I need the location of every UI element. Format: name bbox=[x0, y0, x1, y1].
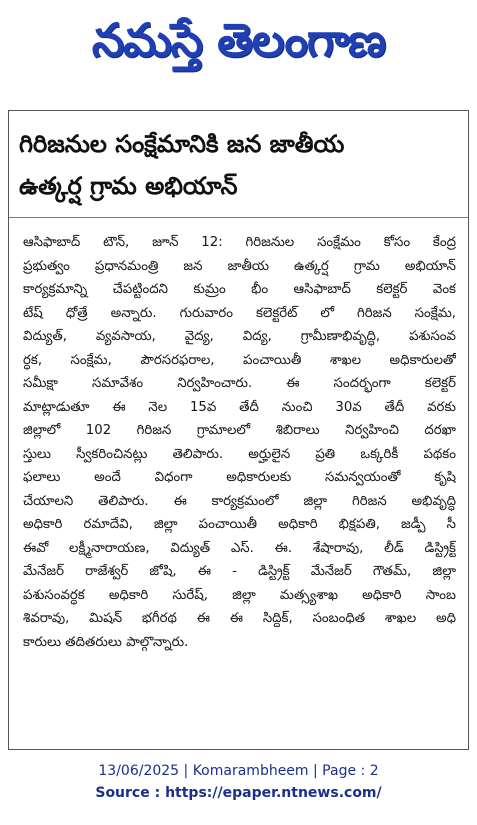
article-body-line: స్తులు స్వీకరించినట్లు తెలిపారు. అర్హులైన ప్రతి ఒక్కరికీ పథకం bbox=[23, 446, 456, 462]
article-body-line: పశుసంవర్ధక అధికారి సురేష్, జిల్లా మత్స్యశాఖ అధికారి సాంబ bbox=[23, 587, 456, 603]
article-body bbox=[23, 231, 456, 654]
article-body-line: ర్ధక, సంక్షేమ, పౌరసరఫరాల, పంచాయితీ శాఖల అధికారులతో bbox=[23, 352, 456, 368]
date-edition-page: 13/06/2025 | Komarambheem | Page : 2 bbox=[98, 763, 379, 779]
masthead bbox=[0, 0, 477, 92]
article-body-line: శివరావు, మిషన్ భగీరథ ఈ ఈ సిద్దిక్, సంబంధిత శాఖల అధి bbox=[23, 611, 456, 626]
article-headline bbox=[19, 123, 459, 207]
article-body-line: ఆసిఫాబాద్ టౌన్, జూన్ 12: గిరిజనుల సంక్షేమం కోసం కేంద్ర bbox=[23, 235, 456, 250]
headline-line-1: గిరిజనుల సంక్షేమానికి జన జాతీయ bbox=[19, 130, 345, 158]
article-body-line: కారులు తదితరులు పాల్గొన్నారు. bbox=[23, 634, 189, 650]
clipping-footer bbox=[0, 760, 477, 804]
newspaper-logo-title: నమస్తే తెలంగాణ bbox=[91, 13, 386, 67]
article-body-line: జిల్లాలో 102 గిరిజన గ్రామాలలో శిబిరాలు నిర్వహించి దరఖా bbox=[23, 423, 456, 438]
article-body-line: ఈవో లక్ష్మీనారాయణ, విద్యుత్ ఎస్. ఈ. శేషారావు, లీడ్ డిస్ట్రిక్ట్ bbox=[23, 540, 456, 556]
source-link[interactable]: Source : https://epaper.ntnews.com/ bbox=[95, 785, 382, 801]
article-body-line: విద్యుత్, వ్యవసాయ, వైద్య, విద్య, గ్రామీణాభివృద్ధి, పశుసంవ bbox=[23, 329, 456, 344]
headline-line-2: ఉత్కర్ష గ్రామ అభియాన్ bbox=[19, 172, 238, 200]
article-body-line: అధికారి రమాదేవి, జిల్లా పంచాయితీ అధికారి భిక్షపతి, జడ్పీ సీ bbox=[23, 517, 456, 532]
article-body-line: ఫలాలు అందే విధంగా అధికారులకు సమన్వయంతో కృషి bbox=[23, 470, 456, 485]
article-body-line: టేష్ ధోత్రే అన్నారు. గురువారం కలెక్టరేట్ లో గిరిజన సంక్షేమ, bbox=[23, 305, 456, 321]
article-body-line: మేనేజర్ రాజేశ్వర్ జోషి, ఈ - డిస్ట్రిక్ట్ మేనేజర్ గౌతమ్, జిల్లా bbox=[23, 564, 456, 579]
article-body-line: చేయాలని తెలిపారు. ఈ కార్యక్రమంలో జిల్లా గిరిజన అభివృద్ధి bbox=[23, 493, 456, 509]
article-body-line: ప్రభుత్వం ప్రధానమంత్రి జన జాతీయ ఉత్కర్ష గ్రామ అభియాన్ bbox=[23, 258, 456, 274]
article-clipping bbox=[8, 110, 469, 750]
article-body-line: సమీక్షా సమావేశం నిర్వహించారు. ఈ సందర్భంగా కలెక్టర్ bbox=[23, 376, 456, 391]
article-body-line: కార్యక్రమాన్ని చేపట్టిందని కుమ్రం భీం ఆసిఫాబాద్ కలెక్టర్ వెంక bbox=[23, 282, 456, 297]
headline-divider bbox=[9, 217, 468, 218]
article-body-line: మాట్లాడుతూ ఈ నెల 15వ తేదీ నుంచి 30వ తేదీ వరకు bbox=[23, 399, 456, 415]
